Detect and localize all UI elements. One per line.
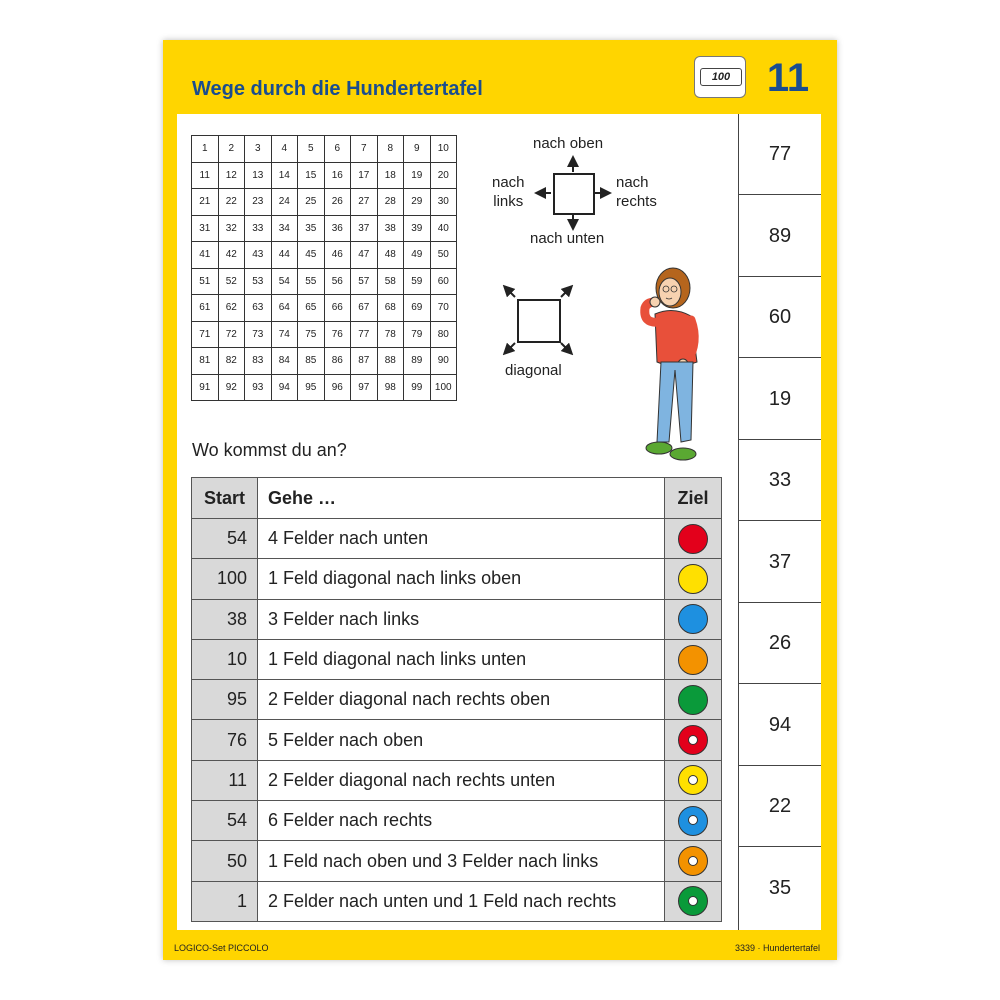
hundred-table-row — [192, 189, 457, 216]
hundred-cell: 1 — [192, 136, 219, 163]
hundred-cell: 52 — [218, 268, 245, 295]
answer-item[interactable]: 19 — [739, 359, 821, 440]
header-ziel: Ziel — [665, 478, 722, 519]
task-row — [192, 559, 722, 599]
hundred-cell: 63 — [245, 295, 272, 322]
task-start-value: 1 — [192, 881, 258, 921]
color-ring-marker-icon[interactable] — [678, 886, 708, 916]
hundred-cell: 9 — [404, 136, 431, 163]
hundred-cell: 100 — [430, 374, 457, 401]
hundred-cell: 61 — [192, 295, 219, 322]
logo-text: 100 — [700, 68, 742, 86]
hundred-cell: 30 — [430, 189, 457, 216]
color-dot-marker-icon[interactable] — [678, 645, 708, 675]
label-diagonal: diagonal — [505, 362, 562, 379]
label-left: nach links — [492, 174, 525, 210]
task-goal-cell[interactable] — [665, 720, 722, 760]
task-goal-cell[interactable] — [665, 801, 722, 841]
hundred-cell: 6 — [324, 136, 351, 163]
hundred-cell: 74 — [271, 321, 298, 348]
hundred-cell: 18 — [377, 162, 404, 189]
task-instruction: 3 Felder nach links — [258, 599, 665, 639]
hundred-cell: 57 — [351, 268, 378, 295]
header-start: Start — [192, 478, 258, 519]
task-start-value: 100 — [192, 559, 258, 599]
hundred-cell: 90 — [430, 348, 457, 375]
task-instruction: 2 Felder diagonal nach rechts unten — [258, 760, 665, 800]
hundred-cell: 77 — [351, 321, 378, 348]
color-ring-marker-icon[interactable] — [678, 806, 708, 836]
task-start-value: 95 — [192, 680, 258, 720]
task-instruction: 4 Felder nach unten — [258, 519, 665, 559]
color-ring-marker-icon[interactable] — [678, 846, 708, 876]
footer-left: LOGICO-Set PICCOLO — [174, 943, 269, 953]
task-table — [191, 477, 722, 922]
color-ring-marker-icon[interactable] — [678, 725, 708, 755]
hundred-cell: 4 — [271, 136, 298, 163]
answer-item[interactable]: 94 — [739, 685, 821, 766]
hundred-cell: 70 — [430, 295, 457, 322]
color-dot-marker-icon[interactable] — [678, 524, 708, 554]
hundred-cell: 15 — [298, 162, 325, 189]
hundred-cell: 31 — [192, 215, 219, 242]
hundred-cell: 32 — [218, 215, 245, 242]
hundred-cell: 17 — [351, 162, 378, 189]
task-row — [192, 680, 722, 720]
hundred-cell: 29 — [404, 189, 431, 216]
hundred-cell: 59 — [404, 268, 431, 295]
hundred-cell: 47 — [351, 242, 378, 269]
hundred-cell: 69 — [404, 295, 431, 322]
direction-arrows-icon — [530, 150, 620, 236]
hundred-cell: 14 — [271, 162, 298, 189]
answer-item[interactable]: 33 — [739, 440, 821, 521]
hundred-cell: 73 — [245, 321, 272, 348]
hundred-cell: 11 — [192, 162, 219, 189]
hundred-cell: 46 — [324, 242, 351, 269]
hundred-cell: 58 — [377, 268, 404, 295]
hundred-cell: 62 — [218, 295, 245, 322]
color-dot-marker-icon[interactable] — [678, 604, 708, 634]
label-up: nach oben — [533, 135, 604, 152]
color-dot-marker-icon[interactable] — [678, 685, 708, 715]
hundred-cell: 16 — [324, 162, 351, 189]
hundred-cell: 48 — [377, 242, 404, 269]
task-instruction: 2 Felder nach unten und 1 Feld nach rechts — [258, 881, 665, 921]
hundred-cell: 43 — [245, 242, 272, 269]
hundred-cell: 2 — [218, 136, 245, 163]
task-row — [192, 801, 722, 841]
hundred-cell: 94 — [271, 374, 298, 401]
hundred-cell: 97 — [351, 374, 378, 401]
hundred-cell: 53 — [245, 268, 272, 295]
hundred-cell: 92 — [218, 374, 245, 401]
task-start-value: 76 — [192, 720, 258, 760]
color-dot-marker-icon[interactable] — [678, 564, 708, 594]
hundred-cell: 10 — [430, 136, 457, 163]
color-ring-marker-icon[interactable] — [678, 765, 708, 795]
hundred-cell: 91 — [192, 374, 219, 401]
thinking-child-illustration — [625, 262, 705, 462]
task-instruction: 6 Felder nach rechts — [258, 801, 665, 841]
hundred-cell: 60 — [430, 268, 457, 295]
task-start-value: 54 — [192, 519, 258, 559]
task-goal-cell[interactable] — [665, 639, 722, 679]
hundred-cell: 20 — [430, 162, 457, 189]
hundred-cell: 54 — [271, 268, 298, 295]
task-goal-cell[interactable] — [665, 559, 722, 599]
task-goal-cell[interactable] — [665, 841, 722, 881]
task-row — [192, 519, 722, 559]
hundred-logo-icon — [694, 56, 746, 98]
hundred-table-row — [192, 295, 457, 322]
task-instruction: 1 Feld diagonal nach links unten — [258, 639, 665, 679]
hundred-cell: 19 — [404, 162, 431, 189]
task-row — [192, 599, 722, 639]
hundred-table-row — [192, 321, 457, 348]
task-row — [192, 639, 722, 679]
hundred-cell: 65 — [298, 295, 325, 322]
task-header-row — [192, 478, 722, 519]
hundred-cell: 25 — [298, 189, 325, 216]
hundred-cell: 75 — [298, 321, 325, 348]
task-start-value: 10 — [192, 639, 258, 679]
hundred-cell: 87 — [351, 348, 378, 375]
task-start-value: 38 — [192, 599, 258, 639]
hundred-cell: 79 — [404, 321, 431, 348]
hundred-cell: 99 — [404, 374, 431, 401]
hundred-cell: 88 — [377, 348, 404, 375]
hundred-cell: 22 — [218, 189, 245, 216]
task-goal-cell[interactable] — [665, 519, 722, 559]
task-row — [192, 720, 722, 760]
hundred-cell: 66 — [324, 295, 351, 322]
hundred-table-row — [192, 162, 457, 189]
hundred-cell: 33 — [245, 215, 272, 242]
hundred-cell: 24 — [271, 189, 298, 216]
hundred-cell: 78 — [377, 321, 404, 348]
task-start-value: 54 — [192, 801, 258, 841]
task-instruction: 1 Feld nach oben und 3 Felder nach links — [258, 841, 665, 881]
task-start-value: 50 — [192, 841, 258, 881]
answer-item[interactable]: 37 — [739, 522, 821, 603]
hundred-cell: 5 — [298, 136, 325, 163]
hundred-cell: 21 — [192, 189, 219, 216]
hundred-cell: 26 — [324, 189, 351, 216]
hundred-table-row — [192, 215, 457, 242]
question-text: Wo kommst du an? — [192, 440, 347, 460]
hundred-cell: 34 — [271, 215, 298, 242]
hundred-cell: 13 — [245, 162, 272, 189]
hundred-cell: 51 — [192, 268, 219, 295]
hundred-cell: 44 — [271, 242, 298, 269]
hundred-cell: 85 — [298, 348, 325, 375]
hundred-cell: 27 — [351, 189, 378, 216]
hundred-cell: 96 — [324, 374, 351, 401]
hundred-cell: 95 — [298, 374, 325, 401]
hundred-cell: 8 — [377, 136, 404, 163]
hundred-cell: 82 — [218, 348, 245, 375]
answer-column — [738, 114, 821, 930]
task-row — [192, 881, 722, 921]
diagonal-arrows-icon — [500, 282, 576, 358]
hundred-cell: 37 — [351, 215, 378, 242]
hundred-cell: 89 — [404, 348, 431, 375]
task-instruction: 1 Feld diagonal nach links oben — [258, 559, 665, 599]
task-instruction: 2 Felder diagonal nach rechts oben — [258, 680, 665, 720]
answer-item[interactable]: 89 — [739, 196, 821, 277]
task-goal-cell[interactable] — [665, 760, 722, 800]
hundred-cell: 12 — [218, 162, 245, 189]
hundred-cell: 72 — [218, 321, 245, 348]
label-right: nach rechts — [616, 174, 657, 210]
hundred-table-row — [192, 268, 457, 295]
page-title: Wege durch die Hundertertafel — [192, 78, 483, 100]
hundred-cell: 40 — [430, 215, 457, 242]
hundred-cell: 98 — [377, 374, 404, 401]
hundred-cell: 3 — [245, 136, 272, 163]
hundred-table-row — [192, 136, 457, 163]
answer-item[interactable]: 26 — [739, 603, 821, 684]
hundred-cell: 49 — [404, 242, 431, 269]
hundred-table-row — [192, 242, 457, 269]
answer-item[interactable]: 35 — [768, 876, 792, 899]
hundred-cell: 80 — [430, 321, 457, 348]
hundred-cell: 28 — [377, 189, 404, 216]
card-number: 11 — [766, 56, 810, 100]
answer-item[interactable]: 22 — [739, 766, 821, 847]
hundred-cell: 42 — [218, 242, 245, 269]
task-row — [192, 760, 722, 800]
hundred-cell: 83 — [245, 348, 272, 375]
task-goal-cell[interactable] — [665, 599, 722, 639]
hundred-cell: 35 — [298, 215, 325, 242]
task-goal-cell[interactable] — [665, 680, 722, 720]
answer-item[interactable]: 60 — [739, 277, 821, 358]
hundred-cell: 84 — [271, 348, 298, 375]
hundred-cell: 93 — [245, 374, 272, 401]
hundred-cell: 71 — [192, 321, 219, 348]
hundred-cell: 38 — [377, 215, 404, 242]
task-start-value: 11 — [192, 760, 258, 800]
hundred-cell: 81 — [192, 348, 219, 375]
hundred-cell: 64 — [271, 295, 298, 322]
hundred-cell: 68 — [377, 295, 404, 322]
hundred-cell: 76 — [324, 321, 351, 348]
header-gehe: Gehe … — [258, 478, 665, 519]
hundred-table-row — [192, 374, 457, 401]
hundred-cell: 39 — [404, 215, 431, 242]
hundred-cell: 50 — [430, 242, 457, 269]
hundred-cell: 67 — [351, 295, 378, 322]
task-instruction: 5 Felder nach oben — [258, 720, 665, 760]
task-row — [192, 841, 722, 881]
answer-item[interactable]: 77 — [739, 114, 821, 195]
task-goal-cell[interactable] — [665, 881, 722, 921]
hundred-cell: 23 — [245, 189, 272, 216]
hundred-table — [191, 135, 457, 401]
hundred-cell: 36 — [324, 215, 351, 242]
label-down: nach unten — [530, 230, 605, 247]
hundred-cell: 7 — [351, 136, 378, 163]
hundred-cell: 56 — [324, 268, 351, 295]
hundred-table-row — [192, 348, 457, 375]
hundred-cell: 41 — [192, 242, 219, 269]
hundred-cell: 86 — [324, 348, 351, 375]
footer-right: 3339 · Hundertertafel — [734, 943, 820, 953]
hundred-cell: 55 — [298, 268, 325, 295]
hundred-cell: 45 — [298, 242, 325, 269]
